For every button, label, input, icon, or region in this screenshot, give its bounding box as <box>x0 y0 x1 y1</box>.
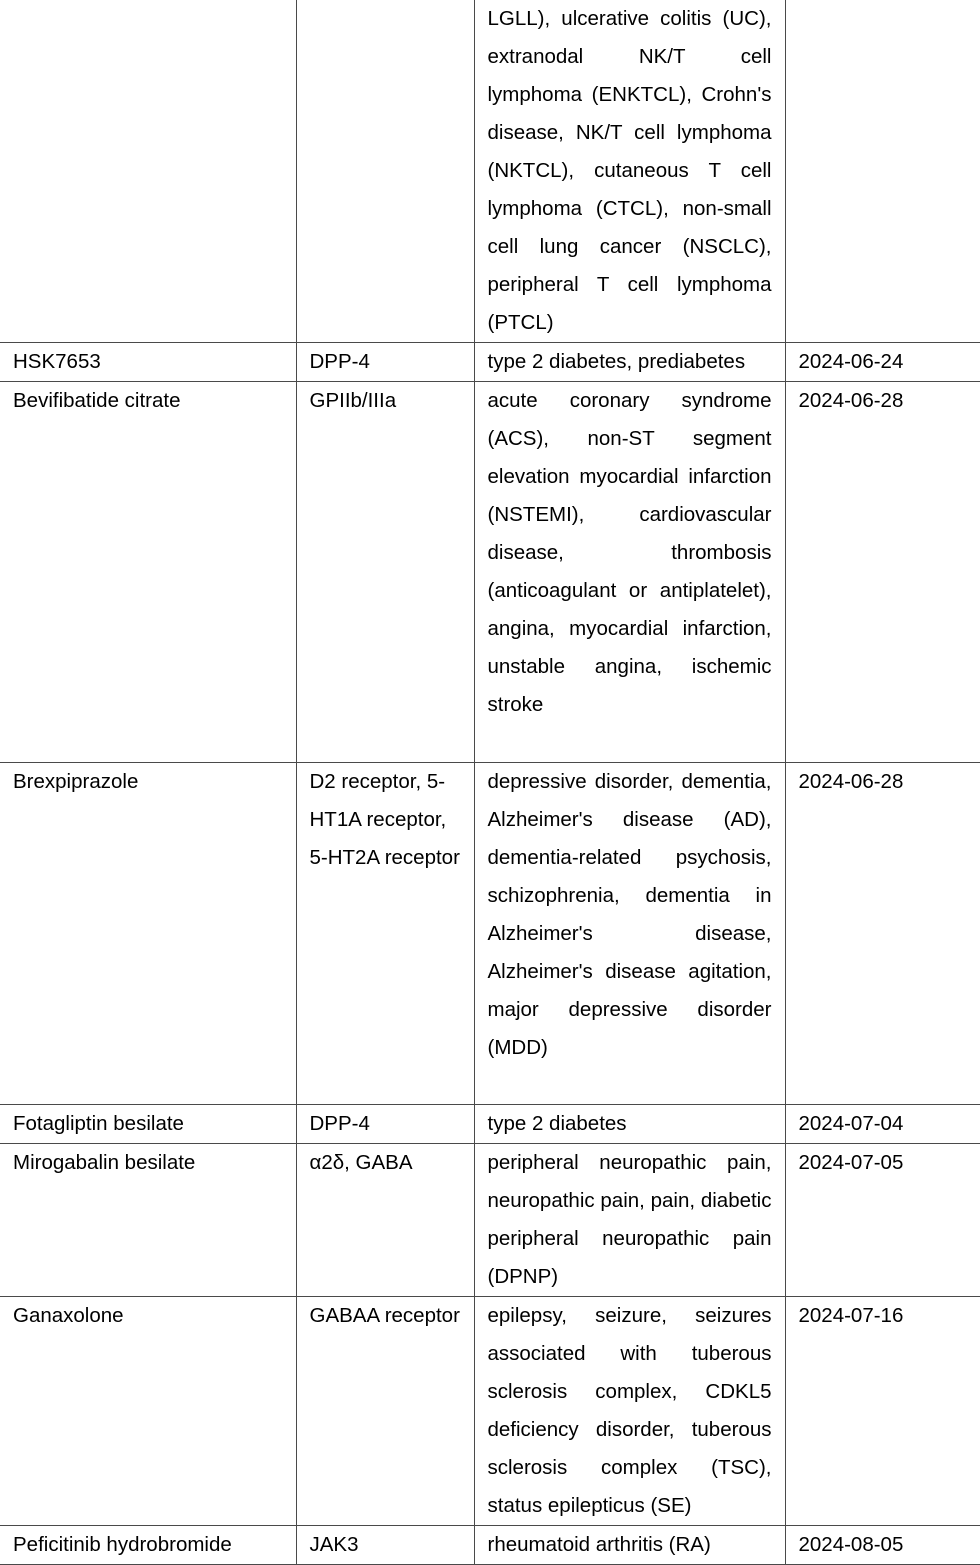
indication-cell: epilepsy, seizure, seizures associated with tuberous sclerosis complex, CDKL5 deficiency disorder, tuberous sclerosis complex (TSC), status epilepticus (SE) <box>474 1297 785 1526</box>
table-row <box>0 382 980 763</box>
drug-name-cell: Peficitinib hydrobromide <box>0 1526 296 1565</box>
target-cell: DPP-4 <box>296 1105 474 1144</box>
approval-date-cell: 2024-06-28 <box>785 382 980 763</box>
approval-date-cell: 2024-08-05 <box>785 1526 980 1565</box>
drug-name-cell: Mirogabalin besilate <box>0 1144 296 1297</box>
target-cell: α2δ, GABA <box>296 1144 474 1297</box>
drug-name-cell: Fotagliptin besilate <box>0 1105 296 1144</box>
target-cell: GABAA receptor <box>296 1297 474 1526</box>
approval-date-cell: 2024-06-24 <box>785 343 980 382</box>
table-row <box>0 0 980 343</box>
target-cell: GPIIb/IIIa <box>296 382 474 763</box>
table-row <box>0 763 980 1105</box>
drug-name-cell: Bevifibatide citrate <box>0 382 296 763</box>
approval-date-cell: 2024-07-16 <box>785 1297 980 1526</box>
table-row <box>0 1526 980 1565</box>
table-row <box>0 1105 980 1144</box>
table-row <box>0 1297 980 1526</box>
drug-name-cell <box>0 0 296 343</box>
table-row <box>0 1144 980 1297</box>
indication-cell: acute coronary syndrome (ACS), non-ST segment elevation myocardial infarction (NSTEMI), cardiovascular disease, thrombosis (anticoagulant or antiplatelet), angina, myocardial infarction, unstable angina, ischemic stroke <box>474 382 785 763</box>
table-row <box>0 343 980 382</box>
indication-cell: type 2 diabetes, prediabetes <box>474 343 785 382</box>
indication-cell: type 2 diabetes <box>474 1105 785 1144</box>
target-cell: D2 receptor, 5-HT1A receptor, 5-HT2A receptor <box>296 763 474 1105</box>
indication-cell: LGLL), ulcerative colitis (UC), extranodal NK/T cell lymphoma (ENKTCL), Crohn's disease, NK/T cell lymphoma (NKTCL), cutaneous T cell lymphoma (CTCL), non-small cell lung cancer (NSCLC), peripheral T cell lymphoma (PTCL) <box>474 0 785 343</box>
approval-date-cell: 2024-06-28 <box>785 763 980 1105</box>
approval-date-cell <box>785 0 980 343</box>
target-cell: JAK3 <box>296 1526 474 1565</box>
indication-cell: peripheral neuropathic pain, neuropathic pain, pain, diabetic peripheral neuropathic pain (DPNP) <box>474 1144 785 1297</box>
target-cell <box>296 0 474 343</box>
target-cell: DPP-4 <box>296 343 474 382</box>
approval-date-cell: 2024-07-05 <box>785 1144 980 1297</box>
approval-date-cell: 2024-07-04 <box>785 1105 980 1144</box>
drug-name-cell: HSK7653 <box>0 343 296 382</box>
drug-name-cell: Brexpiprazole <box>0 763 296 1105</box>
indication-cell: depressive disorder, dementia, Alzheimer's disease (AD), dementia-related psychosis, schizophrenia, dementia in Alzheimer's disease, Alzheimer's disease agitation, major depressive disorder (MDD) <box>474 763 785 1105</box>
drug-name-cell: Ganaxolone <box>0 1297 296 1526</box>
indication-cell: rheumatoid arthritis (RA) <box>474 1526 785 1565</box>
